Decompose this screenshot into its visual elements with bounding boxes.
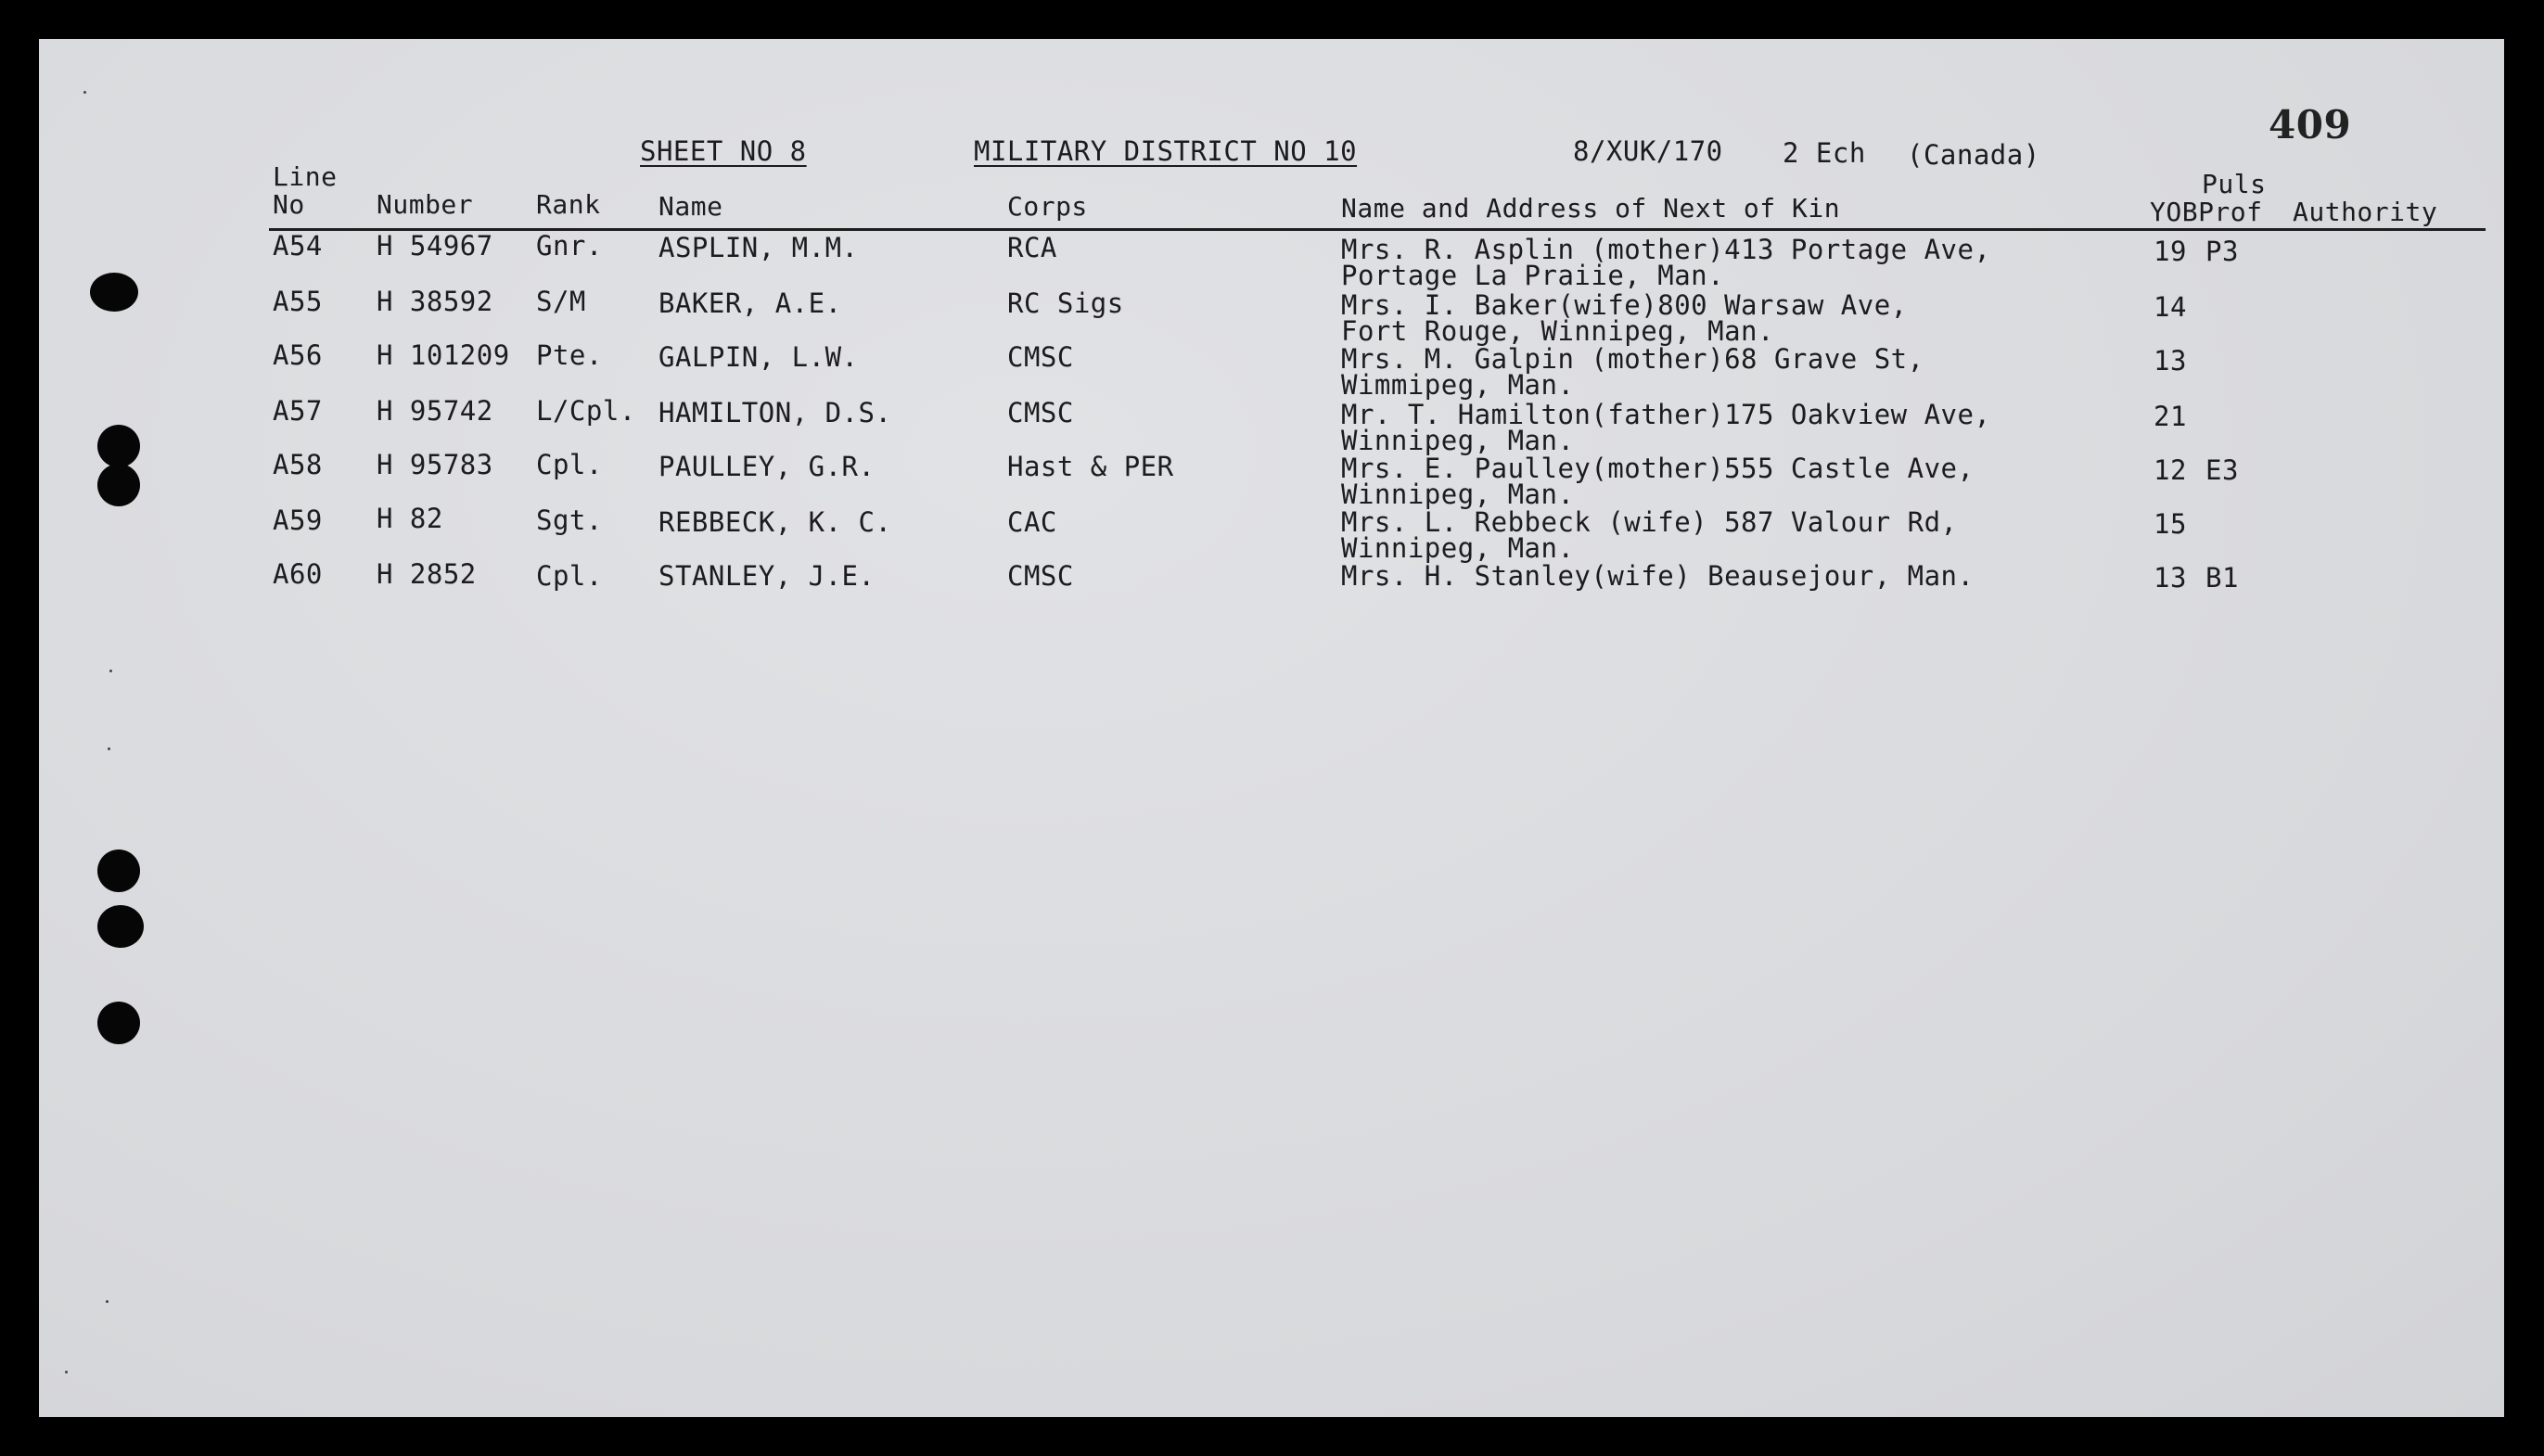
row-corps: RCA: [1007, 232, 1057, 263]
col-name: Name: [658, 191, 723, 222]
row-rank: Gnr.: [536, 230, 603, 262]
sheet-number: SHEET NO 8: [640, 135, 807, 167]
row-yob: 19: [2154, 236, 2187, 267]
row-yob: 12: [2154, 454, 2187, 486]
punch-hole: [97, 905, 144, 948]
punch-hole: [97, 464, 140, 506]
row-corps: CAC: [1007, 506, 1057, 538]
row-name: BAKER, A.E.: [658, 287, 842, 319]
row-line: A60: [273, 558, 323, 590]
row-corps: CMSC: [1007, 560, 1074, 592]
speck: [108, 747, 110, 750]
row-corps: CMSC: [1007, 397, 1074, 428]
row-yob: 13: [2154, 562, 2187, 594]
row-prof: P3: [2205, 236, 2239, 267]
row-line: A58: [273, 449, 323, 480]
row-line: A54: [273, 230, 323, 262]
speck: [65, 1371, 68, 1373]
row-name: PAULLEY, G.R.: [658, 451, 876, 482]
row-kin-line2: Winnipeg, Man.: [1341, 425, 1575, 456]
row-corps: Hast & PER: [1007, 451, 1174, 482]
row-prof: B1: [2205, 562, 2239, 594]
row-line: A59: [273, 504, 323, 536]
row-corps: RC Sigs: [1007, 287, 1124, 319]
col-authority: Authority: [2293, 197, 2438, 227]
echelon: 2 Ech: [1783, 137, 1866, 169]
row-kin-line2: Winnipeg, Man.: [1341, 532, 1575, 564]
row-kin-line1: Mrs. H. Stanley(wife) Beausejour, Man.: [1341, 560, 1975, 592]
col-next-of-kin: Name and Address of Next of Kin: [1341, 193, 1841, 224]
row-prof: E3: [2205, 454, 2239, 486]
punch-hole: [97, 425, 140, 467]
col-line-bottom: No: [273, 189, 305, 220]
row-kin-line2: Fort Rouge, Winnipeg, Man.: [1341, 315, 1774, 347]
row-line: A57: [273, 395, 323, 427]
page-number: 409: [2269, 102, 2352, 147]
row-name: HAMILTON, D.S.: [658, 397, 892, 428]
row-number: H 95783: [377, 449, 493, 480]
row-number: H 101209: [377, 339, 510, 371]
row-rank: Cpl.: [536, 449, 603, 480]
row-kin-line1: Mr. T. Hamilton(father)175 Oakview Ave,: [1341, 399, 1991, 430]
row-kin-line1: Mrs. L. Rebbeck (wife) 587 Valour Rd,: [1341, 506, 1958, 538]
row-kin-line2: Wimmipeg, Man.: [1341, 369, 1575, 401]
row-number: H 95742: [377, 395, 493, 427]
row-rank: Cpl.: [536, 560, 603, 592]
speck: [83, 91, 86, 94]
row-rank: L/Cpl.: [536, 395, 636, 427]
row-name: GALPIN, L.W.: [658, 341, 859, 373]
row-kin-line2: Winnipeg, Man.: [1341, 479, 1575, 510]
col-yob-prof: YOBProf: [2150, 197, 2263, 227]
row-kin-line1: Mrs. I. Baker(wife)800 Warsaw Ave,: [1341, 289, 1908, 321]
row-name: ASPLIN, M.M.: [658, 232, 859, 263]
speck: [106, 1300, 109, 1303]
punch-hole: [90, 273, 138, 312]
row-kin-line1: Mrs. E. Paulley(mother)555 Castle Ave,: [1341, 453, 1975, 484]
col-rank: Rank: [536, 189, 601, 220]
row-rank: Pte.: [536, 339, 603, 371]
row-line: A56: [273, 339, 323, 371]
row-yob: 21: [2154, 401, 2187, 432]
reference-code: 8/XUK/170: [1573, 135, 1723, 167]
row-number: H 2852: [377, 558, 477, 590]
row-yob: 15: [2154, 508, 2187, 540]
col-line-top: Line: [273, 161, 338, 192]
row-kin-line2: Portage La Praiie, Man.: [1341, 260, 1725, 291]
speck: [109, 670, 112, 672]
punch-hole: [97, 1002, 140, 1044]
col-puls: Puls: [2202, 169, 2267, 199]
row-name: REBBECK, K. C.: [658, 506, 892, 538]
col-corps: Corps: [1007, 191, 1088, 222]
row-rank: Sgt.: [536, 504, 603, 536]
row-name: STANLEY, J.E.: [658, 560, 876, 592]
country: (Canada): [1907, 139, 2040, 171]
record-sheet: [39, 39, 2504, 1417]
punch-hole: [97, 849, 140, 892]
row-line: A55: [273, 286, 323, 317]
row-number: H 54967: [377, 230, 493, 262]
military-district: MILITARY DISTRICT NO 10: [974, 135, 1358, 167]
row-number: H 82: [377, 503, 443, 534]
row-kin-line1: Mrs. M. Galpin (mother)68 Grave St,: [1341, 343, 1924, 375]
row-rank: S/M: [536, 286, 586, 317]
row-yob: 14: [2154, 291, 2187, 323]
row-yob: 13: [2154, 345, 2187, 377]
row-kin-line1: Mrs. R. Asplin (mother)413 Portage Ave,: [1341, 234, 1991, 265]
col-number: Number: [377, 189, 474, 220]
row-corps: CMSC: [1007, 341, 1074, 373]
row-number: H 38592: [377, 286, 493, 317]
